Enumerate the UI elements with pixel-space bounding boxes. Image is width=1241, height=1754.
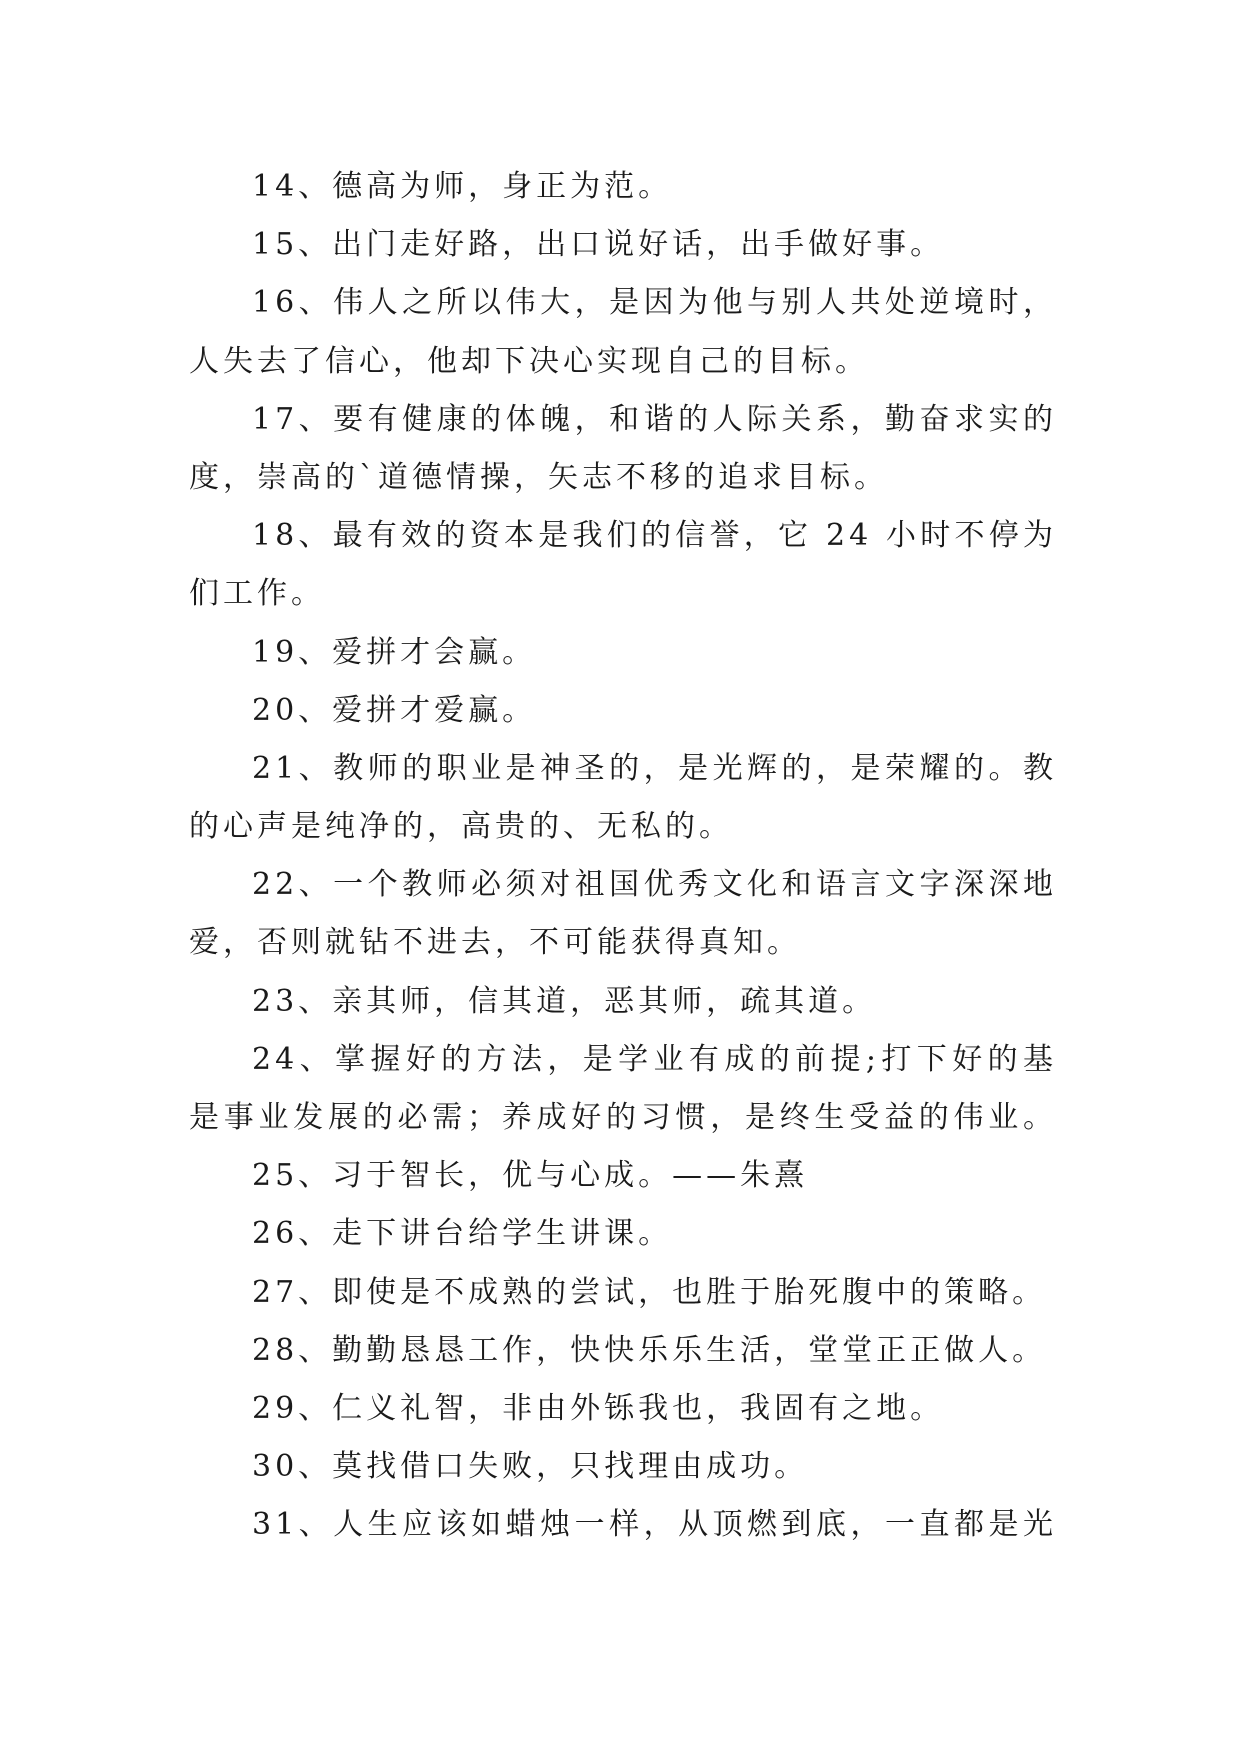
- text-line: 19、爱拼才会赢。: [252, 634, 537, 670]
- text-line: 25、习于智长，优与心成。——朱熹: [252, 1158, 809, 1194]
- text-line: 15、出门走好路，出口说好话，出手做好事。: [252, 227, 945, 263]
- text-line: 23、亲其师，信其道，恶其师，疏其道。: [252, 983, 877, 1019]
- text-line: 爱，否则就钻不进去，不可能获得真知。: [189, 925, 801, 961]
- text-line: 22、一个教师必须对祖国优秀文化和语言文字深深地: [252, 867, 1057, 903]
- text-line: 24、掌握好的方法，是学业有成的前提;打下好的基: [252, 1041, 1057, 1077]
- text-line: 27、即使是不成熟的尝试，也胜于胎死腹中的策略。: [252, 1274, 1047, 1310]
- text-line: 26、走下讲台给学生讲课。: [252, 1216, 673, 1252]
- text-line: 21、教师的职业是神圣的，是光辉的，是荣耀的。教: [252, 750, 1057, 786]
- text-line: 度，崇高的`道德情操，矢志不移的追求目标。: [189, 459, 888, 495]
- text-line: 31、人生应该如蜡烛一样，从顶燃到底，一直都是光: [252, 1507, 1057, 1543]
- text-line: 14、德高为师，身正为范。: [252, 169, 673, 204]
- text-line: 30、莫找借口失败，只找理由成功。: [252, 1449, 809, 1485]
- text-line: 28、勤勤恳恳工作，快快乐乐生活，堂堂正正做人。: [252, 1332, 1047, 1368]
- text-line: 16、伟人之所以伟大，是因为他与别人共处逆境时，: [252, 285, 1057, 321]
- text-line: 17、要有健康的体魄，和谐的人际关系，勤奋求实的: [252, 401, 1057, 437]
- text-line: 是事业发展的必需；养成好的习惯，是终生受益的伟业。: [189, 1100, 1057, 1135]
- text-line: 人失去了信心，他却下决心实现自己的目标。: [189, 343, 869, 379]
- text-line: 18、最有效的资本是我们的信誉，它 24 小时不停为: [252, 518, 1057, 554]
- text-line: 29、仁义礼智，非由外铄我也，我固有之地。: [252, 1390, 945, 1426]
- text-line: 20、爱拼才爱赢。: [252, 692, 537, 728]
- document-body: [189, 158, 1057, 1555]
- text-line: 们工作。: [189, 576, 325, 612]
- text-line: 的心声是纯净的，高贵的、无私的。: [189, 809, 733, 845]
